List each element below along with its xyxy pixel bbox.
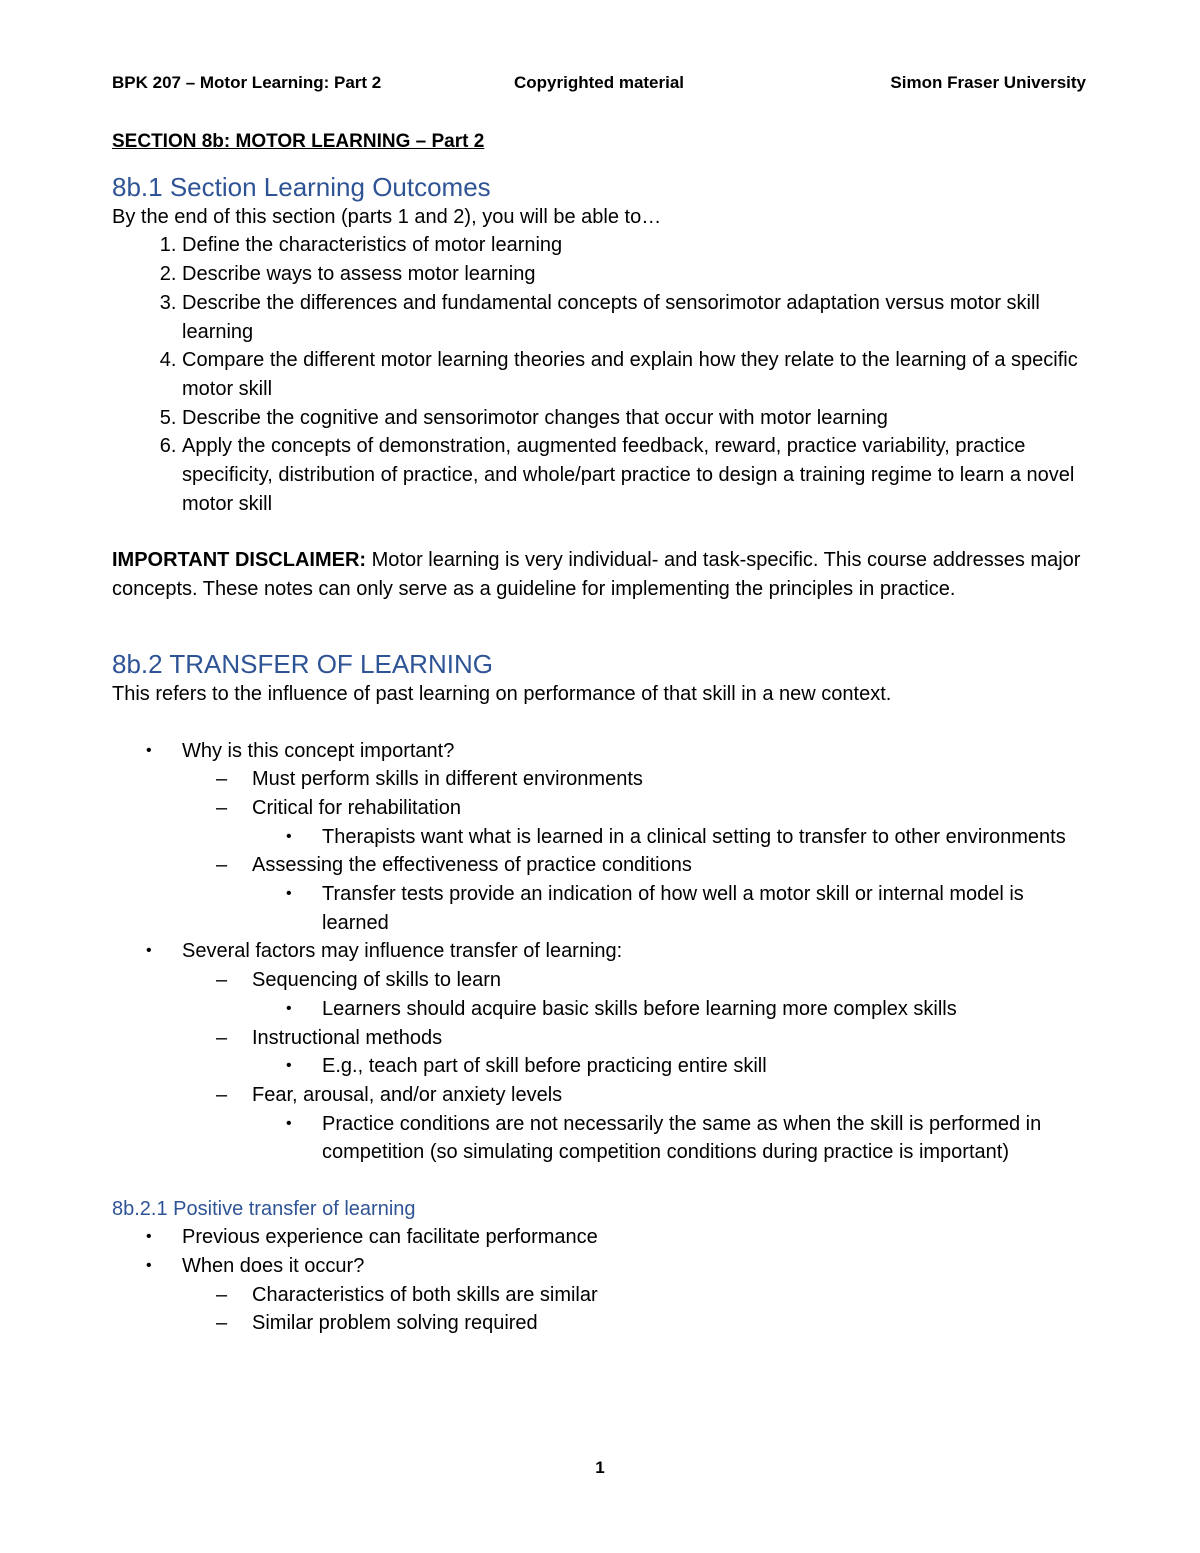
why-sublist xyxy=(182,765,1092,937)
list-item xyxy=(182,1252,1092,1338)
transfer-bullets xyxy=(112,737,1092,1168)
outcome-item: 5. Describe the cognitive and sensorimotor changes that occur with motor learning xyxy=(182,404,1092,433)
section-title: SECTION 8b: MOTOR LEARNING – Part 2 xyxy=(112,131,485,152)
outcome-item: 4. Compare the different motor learning theories and explain how they relate to the learning of a specific motor skill xyxy=(182,346,1092,403)
list-item xyxy=(252,1081,1092,1167)
why-item-text: Must perform skills in different environments xyxy=(252,768,643,791)
factors-sublist xyxy=(182,966,1092,1167)
disclaimer-paragraph xyxy=(112,546,1092,603)
outcome-item: 1. Define the characteristics of motor learning xyxy=(182,231,1092,260)
factor-item-text: Sequencing of skills to learn xyxy=(252,969,502,992)
factors-subsublist xyxy=(252,1110,1092,1167)
factors-subsublist xyxy=(252,995,1092,1024)
outcomes-intro: By the end of this section (parts 1 and 2), you will be able to… xyxy=(112,205,662,228)
list-item xyxy=(182,737,1092,938)
document-body xyxy=(112,128,1092,1338)
list-item: • Transfer tests provide an indication of how well a motor skill or internal model is learned xyxy=(322,880,1092,937)
heading-learning-outcomes: 8b.1 Section Learning Outcomes xyxy=(112,171,491,202)
why-item-text: Critical for rehabilitation xyxy=(252,796,461,819)
list-item: • E.g., teach part of skill before practicing entire skill xyxy=(322,1052,1092,1081)
list-item xyxy=(252,765,1092,794)
heading-transfer-of-learning: 8b.2 TRANSFER OF LEARNING xyxy=(112,648,493,679)
outcome-item: 3. Describe the differences and fundamental concepts of sensorimotor adaptation versus motor skill learning xyxy=(182,289,1092,346)
why-subsublist xyxy=(252,823,1092,852)
list-item xyxy=(182,937,1092,1167)
why-important-label: Why is this concept important? xyxy=(182,739,455,762)
outcome-item: 2. Describe ways to assess motor learning xyxy=(182,260,1092,289)
list-item: • Previous experience can facilitate performance xyxy=(182,1223,1092,1252)
list-item xyxy=(252,1024,1092,1081)
list-item: – Similar problem solving required xyxy=(252,1309,1092,1338)
list-item xyxy=(252,794,1092,851)
positive-bullets xyxy=(112,1223,1092,1338)
factors-subsublist xyxy=(252,1052,1092,1081)
list-item xyxy=(252,851,1092,937)
transfer-definition: This refers to the influence of past learning on performance of that skill in a new context. xyxy=(112,682,892,705)
disclaimer-label: IMPORTANT DISCLAIMER: xyxy=(112,549,367,572)
factor-item-text: Fear, arousal, and/or anxiety levels xyxy=(252,1083,563,1106)
header-course: BPK 207 – Motor Learning: Part 2 xyxy=(112,73,382,92)
list-item: • Learners should acquire basic skills before learning more complex skills xyxy=(322,995,1092,1024)
outcome-item: 6. Apply the concepts of demonstration, augmented feedback, reward, practice variability, practice specificity, distribution of practice, and whole/part practice to design a training regime to learn a novel motor skill xyxy=(182,432,1092,518)
when-occur-label: When does it occur? xyxy=(182,1254,365,1277)
page-number: 1 xyxy=(595,1458,605,1477)
list-item xyxy=(252,966,1092,1023)
why-item-text: Assessing the effectiveness of practice conditions xyxy=(252,854,692,877)
list-item: • Therapists want what is learned in a clinical setting to transfer to other environments xyxy=(322,823,1092,852)
factor-item-text: Instructional methods xyxy=(252,1026,443,1049)
positive-sublist xyxy=(182,1281,1092,1338)
list-item: • Practice conditions are not necessarily the same as when the skill is performed in competition (so simulating competition conditions during practice is important) xyxy=(322,1110,1092,1167)
header-university: Simon Fraser University xyxy=(890,73,1086,92)
list-item: – Characteristics of both skills are similar xyxy=(252,1281,1092,1310)
outcomes-list xyxy=(112,231,1092,518)
heading-positive-transfer: 8b.2.1 Positive transfer of learning xyxy=(112,1198,416,1221)
header-copyright: Copyrighted material xyxy=(514,73,685,92)
factors-label: Several factors may influence transfer of learning: xyxy=(182,940,623,963)
why-subsublist xyxy=(252,880,1092,937)
disclaimer-text: Motor learning is very individual- and task-specific. This course addresses major concepts. These notes can only serve as a guideline for implementing the principles in practice. xyxy=(112,549,1081,601)
